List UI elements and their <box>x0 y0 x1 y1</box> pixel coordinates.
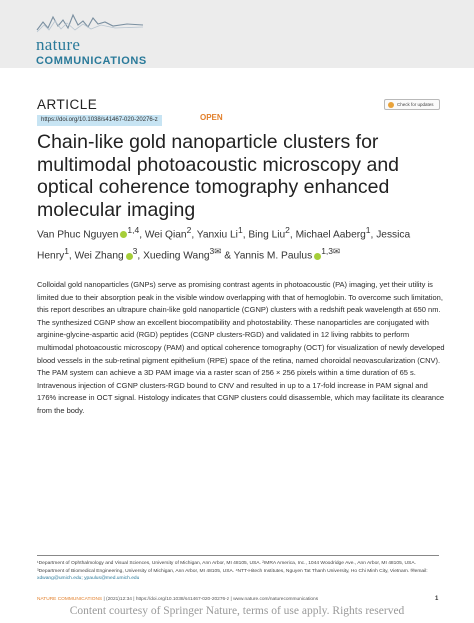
logo-word-nature: nature <box>36 35 81 54</box>
courtesy-notice: Content courtesy of Springer Nature, terms of use apply. Rights reserved <box>69 605 405 617</box>
footer-citation: | (2021)12:34 | https://doi.org/10.1038/s41467-020-20276-z | www.nature.com/naturecommunications <box>102 597 319 602</box>
corresponding-email-link[interactable]: xdwang@umich.edu; ypaulus@med.umich.edu <box>37 576 140 582</box>
author-affiliation-marker: 3 <box>132 246 138 257</box>
author-name[interactable]: & Yannis M. Paulus <box>221 250 313 262</box>
author-name[interactable]: Van Phuc Nguyen <box>37 229 119 241</box>
author-affiliation-marker: 2 <box>285 225 290 235</box>
author-name[interactable]: , Xueding Wang <box>137 250 210 262</box>
page-footer <box>37 597 318 602</box>
journal-logo[interactable] <box>35 12 147 67</box>
open-access-badge: OPEN <box>200 113 223 122</box>
affiliations-divider <box>37 555 439 556</box>
check-for-updates-button[interactable] <box>384 99 440 110</box>
check-updates-icon <box>388 102 394 108</box>
abstract <box>37 279 445 418</box>
doi-text: https://doi.org/10.1038/s41467-020-20276-z <box>41 117 158 123</box>
author-affiliation-marker: 1 <box>237 225 243 235</box>
author-name[interactable]: , Wei Zhang <box>68 250 124 262</box>
author-affiliation-marker: 3✉ <box>209 246 222 257</box>
author-affiliation-marker: 1 <box>64 246 69 257</box>
author-name[interactable]: , Michael Aaberg <box>289 229 366 241</box>
affiliations <box>37 560 442 583</box>
check-updates-label: Check for updates <box>397 102 434 107</box>
article-title: Chain-like gold nanoparticle clusters for multimodal photoacoustic microscopy and optical coherence tomography enhanced molecular imaging <box>37 131 400 221</box>
affiliations-text: ¹Department of Ophthalmology and Visual Sciences, University of Michigan, Ann Arbor, MI 48105, USA. ²IMRA America, Inc., 1044 Woodridge Ave., Ann Arbor, MI 48105, USA. ³Department of Biomedical Engineering, University of Michigan, Ann Arbor, MI 48105, USA. ⁴NTT-Hitech Institutes, Nguyen Tat Thanh University, Ho Chi Minh City, Vietnam. ✉email: <box>37 561 428 574</box>
page-number: 1 <box>435 596 439 602</box>
author-name[interactable]: , Jessica Henry <box>37 229 411 262</box>
author-affiliation-marker: 1,3✉ <box>321 246 341 257</box>
abstract-text: Colloidal gold nanoparticles (GNPs) serve as promising contrast agents in photoacoustic (PA) imaging, yet their utility is limited due to their absorption peak in the visible window overlapping with that of hemoglobin. To overcome such limitation, this report describes an ultrapure chain-like gold nanoparticle (CGNP) clusters with a redshift peak wavelength at 650 nm. The synthesized CGNP show an excellent biocompatibility and photostability. These nanoparticles are conjugated with arginine-glycine-aspartic acid (RGD) peptides (CGNP clusters-RGD) and validated in 12 living rabbits to perform multimodal photoacoustic microscopy (PAM) and optical coherence tomography (OCT) for visualization of newly developed blood vessels in the sub-retinal pigment epithelium (RPE) space of the retina, named choroidal neovascularization (CNV). The PAM system can achieve a 3D PAM image via a raster scan of 256 × 256 pixels within a time duration of 65 s. Intravenous injection of CGNP clusters-RGD bound to CNV and resulted in up to a 17-fold increase in PAM signal and 176% increase in OCT signal. Histology indicates that CGNP clusters could disassemble, which may facilitate its clearance from the body. <box>37 280 445 415</box>
logo-wave-graphic <box>35 12 145 36</box>
author-name[interactable]: , Bing Liu <box>242 229 286 241</box>
orcid-icon[interactable] <box>126 253 133 260</box>
author-affiliation-marker: 2 <box>186 225 192 235</box>
author-name[interactable]: , Wei Qian <box>139 229 187 241</box>
doi-link[interactable] <box>37 115 162 126</box>
author-affiliation-marker: 1 <box>365 225 371 235</box>
author-affiliation-marker: 1,4 <box>127 225 140 235</box>
logo-word-communications: COMMUNICATIONS <box>36 55 147 67</box>
author-list <box>37 222 447 265</box>
author-name[interactable]: , Yanxiu Li <box>191 229 238 241</box>
footer-journal-name: NATURE COMMUNICATIONS <box>37 597 103 602</box>
article-type-label: ARTICLE <box>37 97 98 112</box>
journal-header-band <box>0 0 474 68</box>
